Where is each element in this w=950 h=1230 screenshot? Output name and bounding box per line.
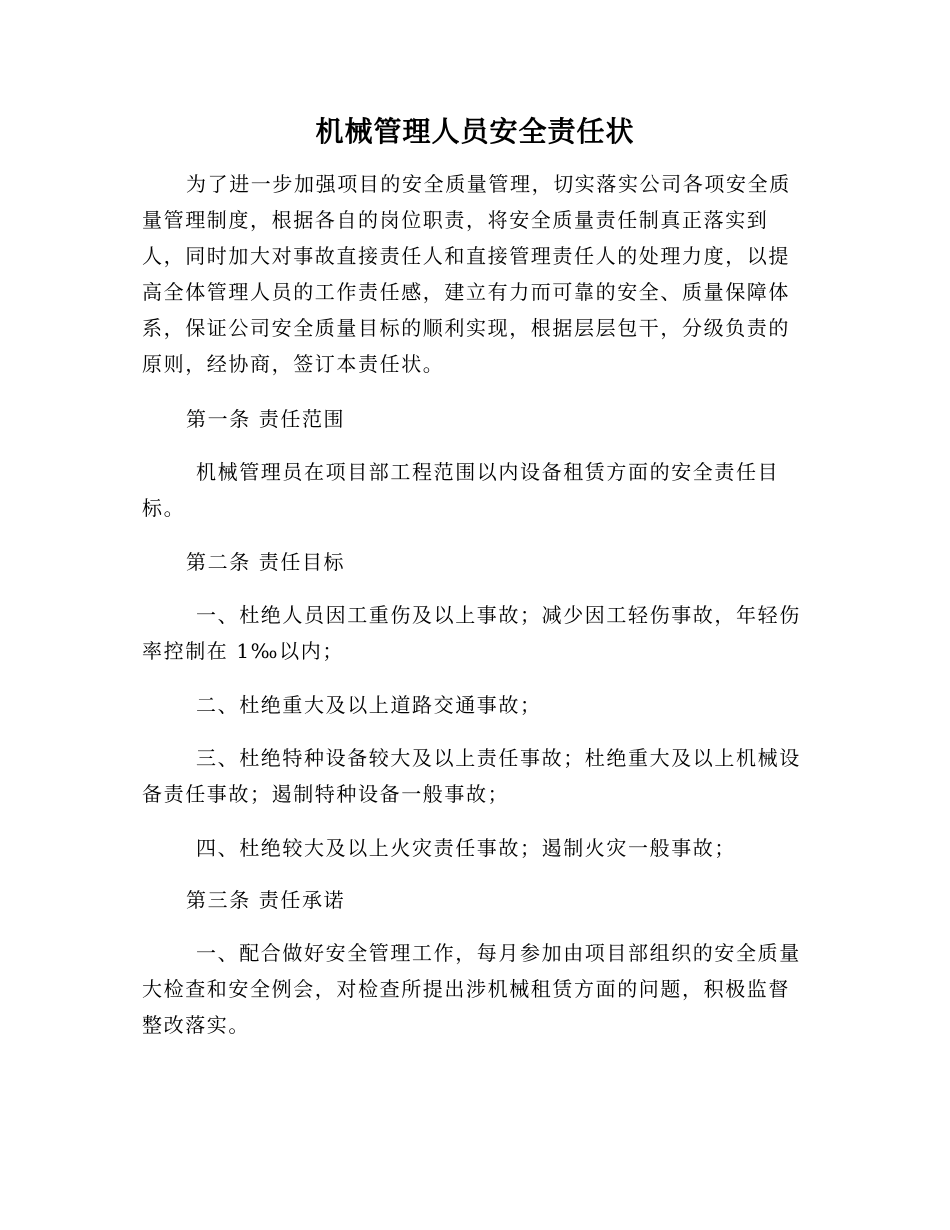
article-item-line: 一、杜绝人员因工重伤及以上事故；减少因工轻伤事故，年轻伤 <box>196 603 801 627</box>
article-item-line: 二、杜绝重大及以上道路交通事故； <box>196 693 542 717</box>
article-heading: 第二条 责任目标 <box>186 550 346 574</box>
intro-line: 为了进一步加强项目的安全质量管理，切实落实公司各项安全质 <box>186 172 791 196</box>
intro-line: 原则，经协商，签订本责任状。 <box>142 352 445 376</box>
intro-line: 人，同时加大对事故直接责任人和直接管理责任人的处理力度，以提 <box>142 244 790 268</box>
document-title: 机械管理人员安全责任状 <box>315 115 635 148</box>
article-item-line: 整改落实。 <box>142 1013 250 1037</box>
intro-line: 量管理制度，根据各自的岗位职责，将安全质量责任制真正落实到 <box>142 208 769 232</box>
article-item-line: 四、杜绝较大及以上火灾责任事故；遏制火灾一般事故； <box>196 836 736 860</box>
article-heading: 第一条 责任范围 <box>186 407 346 431</box>
article-item-line: 一、配合做好安全管理工作，每月参加由项目部组织的安全质量 <box>196 941 801 965</box>
article-heading: 第三条 责任承诺 <box>186 888 346 912</box>
article-body-line: 标。 <box>142 496 186 520</box>
intro-line: 系，保证公司安全质量目标的顺利实现，根据层层包干，分级负责的 <box>142 316 790 340</box>
article-item-line: 大检查和安全例会，对检查所提出涉机械租赁方面的问题，积极监督 <box>142 977 790 1001</box>
article-body-line: 机械管理员在项目部工程范围以内设备租赁方面的安全责任目 <box>196 460 780 484</box>
article-item-line: 备责任事故；遏制特种设备一般事故； <box>142 782 510 806</box>
intro-line: 高全体管理人员的工作责任感，建立有力而可靠的安全、质量保障体 <box>142 280 790 304</box>
article-item-line: 率控制在 1‰以内； <box>142 639 344 663</box>
article-item-line: 三、杜绝特种设备较大及以上责任事故；杜绝重大及以上机械设 <box>196 746 801 770</box>
